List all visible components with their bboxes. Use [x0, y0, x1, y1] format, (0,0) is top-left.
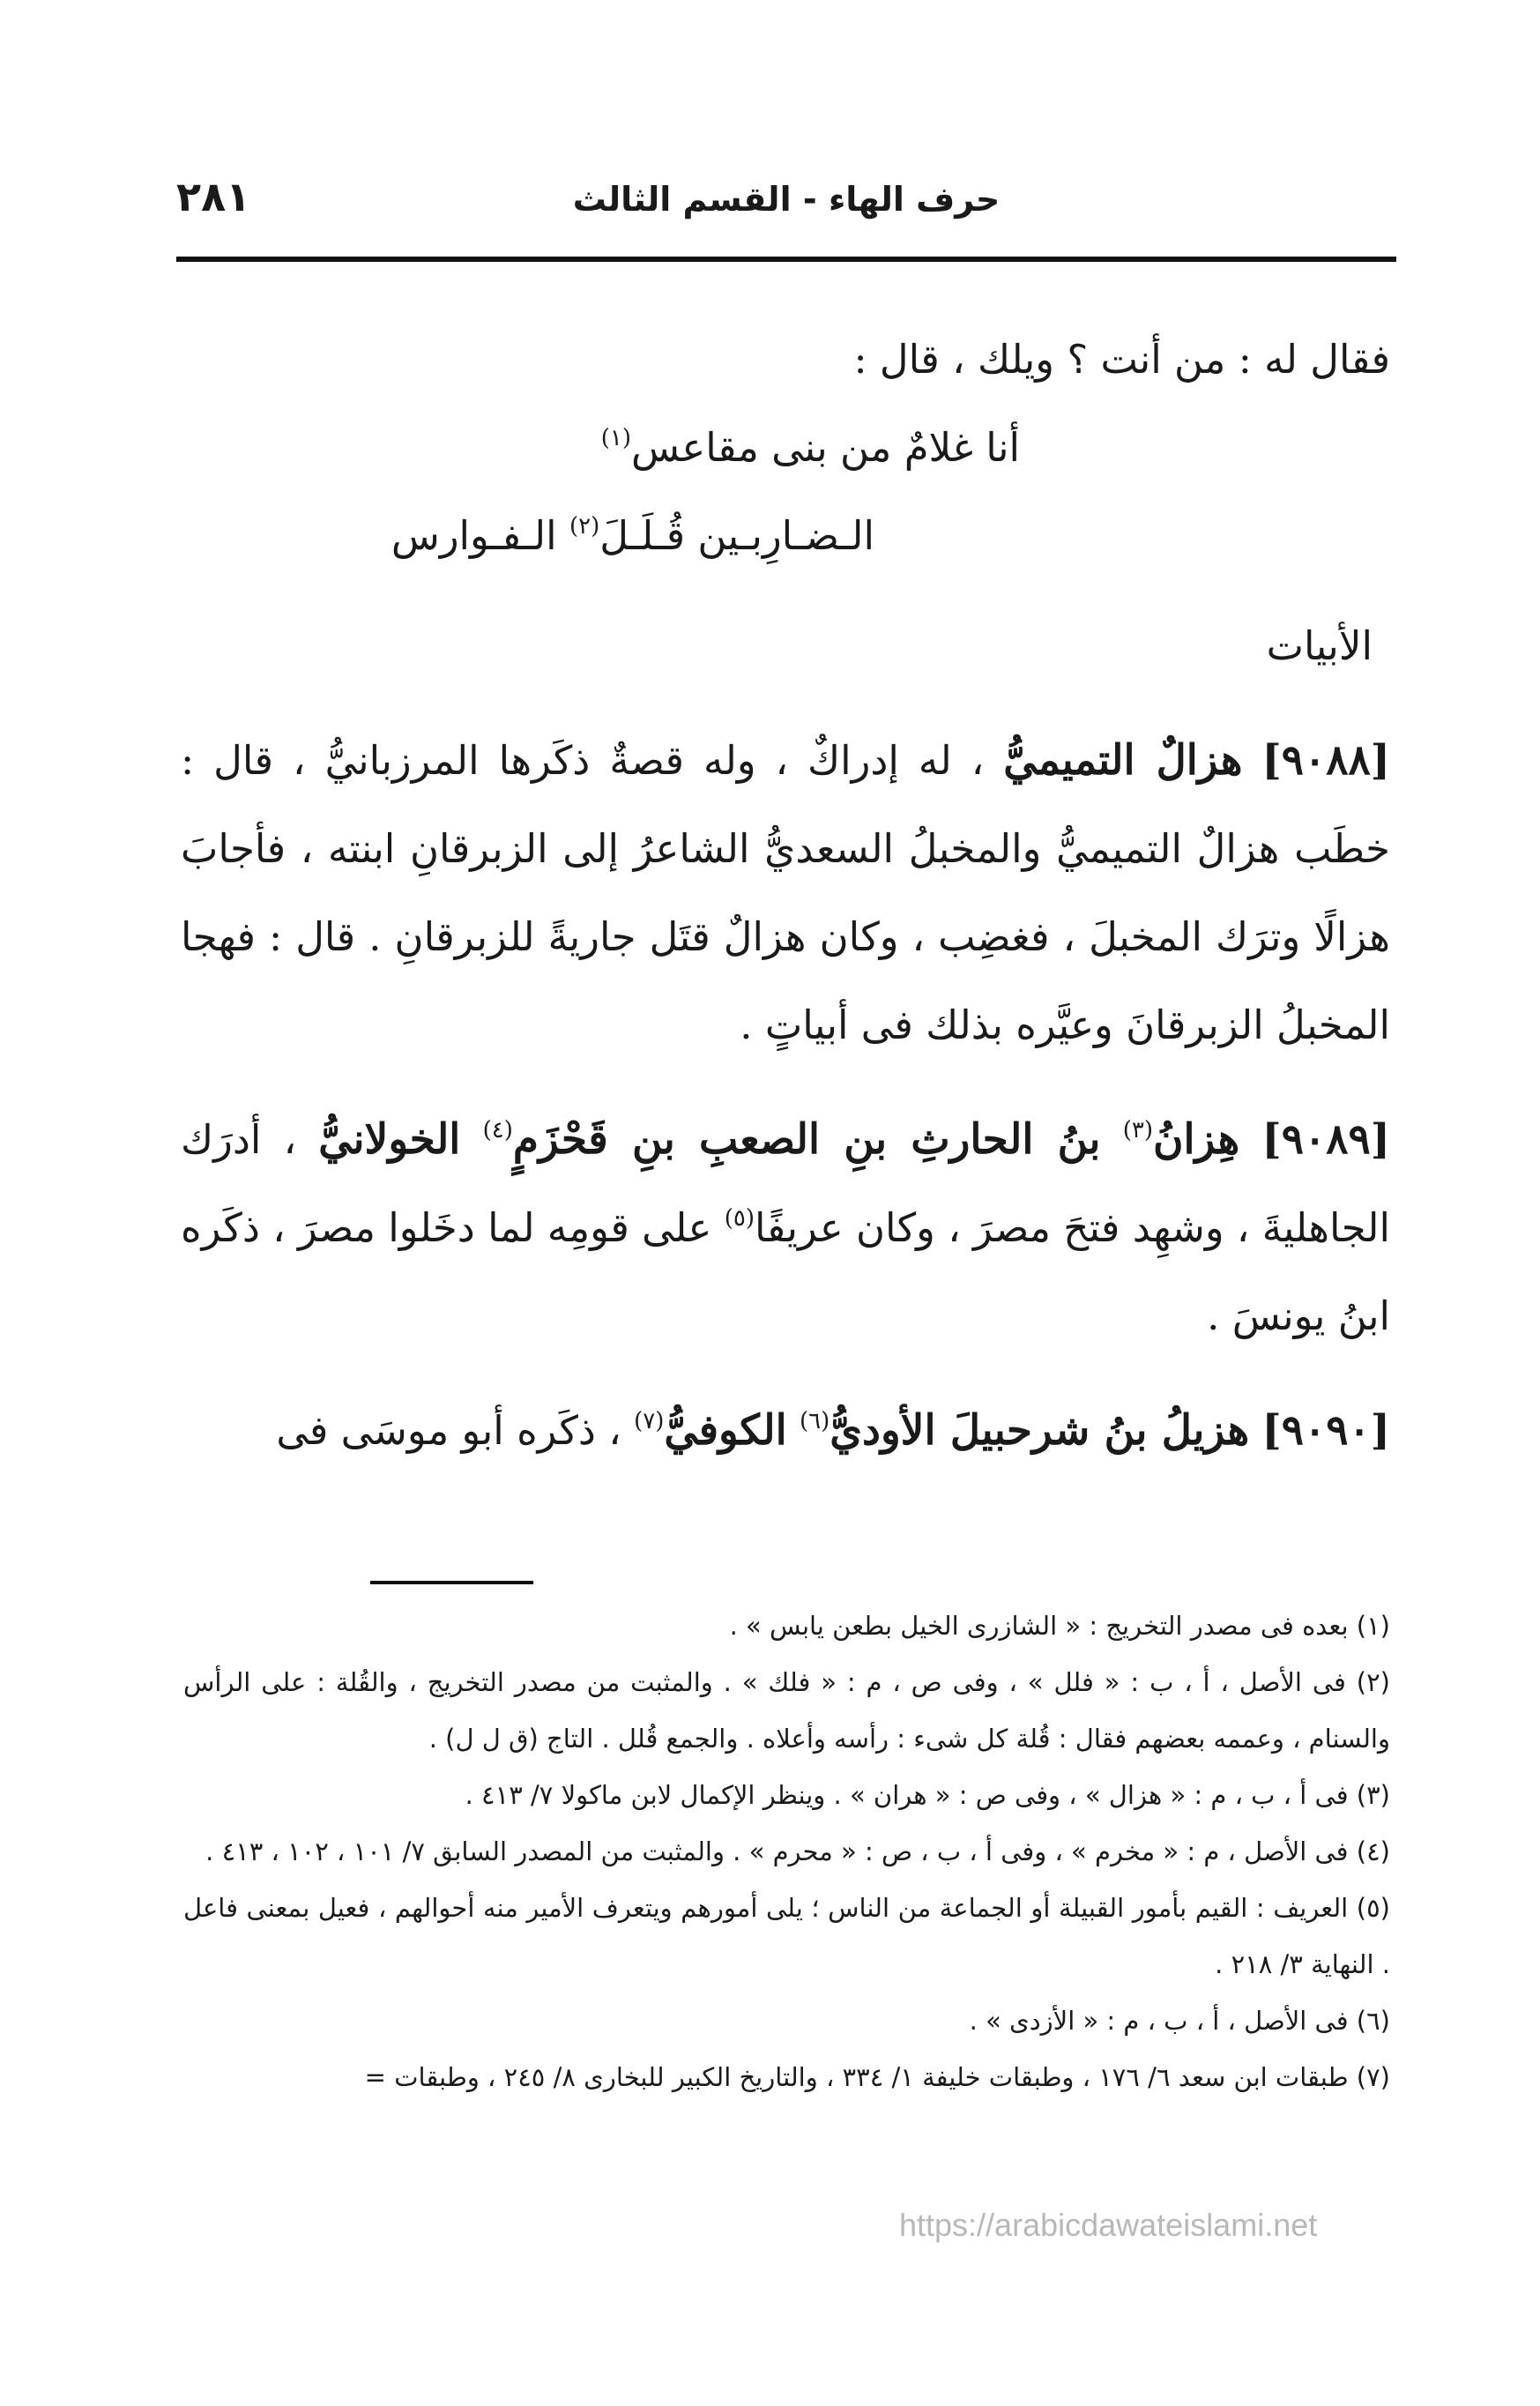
footnote-3: (٣) فى أ ، ب ، م : « هزال » ، وفى ص : « هران » . وينظر الإكمال لابن ماكولا ٧/ ٤١٣ . — [465, 1780, 1390, 1810]
entry-9090-name-a: هزيلُ بنُ شرحبيلَ الأوديُّ — [830, 1406, 1250, 1455]
entry-9089-number: [٩٠٨٩] — [1261, 1115, 1390, 1164]
entry-9089-text-b: على قومِه لما دخَلوا مصرَ ، ذكَره ابنُ يونسَ . — [181, 1204, 1390, 1339]
footnote-ref-3: (٣) — [1122, 1117, 1153, 1143]
poem-line-2 — [181, 492, 1390, 580]
poem-line-2-text-a: الـضـارِبـين قُـلَـلَ — [599, 512, 874, 559]
poem-line-2-text-b: الـفـوارس — [391, 512, 557, 559]
abyat-line: الأبيات — [1266, 622, 1373, 669]
entry-9089-name-a: هِزانُ — [1152, 1115, 1240, 1164]
footnote-ref-5: (٥) — [724, 1205, 755, 1232]
footnote-5: (٥) العريف : القيم بأمور القبيلة أو الجماعة من الناس ؛ يلى أمورهم ويتعرف الأمير منه أحوالهم ، فعيل بمعنى فاعل . النهاية ٣/ ٢١٨ . — [183, 1893, 1390, 1979]
entry-9090 — [181, 1387, 1390, 1475]
footnote-4: (٤) فى الأصل ، م : « مخرم » ، وفى أ ، ب ، ص : « محرم » . والمثبت من المصدر السابق ٧/ ١٠١ ، ١٠٢ ، ٤١٣ . — [205, 1836, 1390, 1866]
entry-9089-text-a: ، أدرَك الجاهليةَ ، وشهِد فتحَ مصرَ ، وكان عريفًا — [181, 1116, 1391, 1251]
watermark-url: https://arabicdawateislami.net — [899, 2207, 1318, 2243]
footnotes — [183, 1598, 1390, 2105]
chapter-title: حرف الهاء - القسم الثالث — [572, 180, 1001, 219]
entry-9088-text: ، له إدراكٌ ، وله قصةٌ ذكَرها المرزبانيُّ ، قال : خطَب هزالٌ التميميُّ والمخبلُ السعديُّ الشاعرُ إلى الزبرقانِ ابنته ، فأجابَ هزالًا وترَك المخبلَ ، فغضِب ، وكان هزالٌ قتَل جاريةً للزبرقانِ . قال : فهجا المخبلُ الزبرقانَ وعيَّره بذلك فى أبياتٍ . — [181, 737, 1390, 1048]
main-text — [181, 316, 1390, 1475]
footnote-ref-6: (٦) — [799, 1408, 830, 1434]
entry-9089 — [181, 1096, 1390, 1360]
footnote-1: (١) بعده فى مصدر التخريج : « الشازرى الخيل بطعن يابس » . — [729, 1611, 1390, 1641]
footnote-ref-2: (٢) — [569, 513, 600, 540]
entry-9089-name-c: الخولانيُّ — [318, 1115, 461, 1164]
page-number: ٢٨١ — [176, 173, 251, 220]
entry-9088-number: [٩٠٨٨] — [1261, 736, 1390, 785]
intro-line: فقال له : من أنت ؟ ويلك ، قال : — [853, 336, 1390, 383]
entry-9089-name-b: بنُ الحارثِ بنِ الصعبِ بنِ قَحْزَمٍ — [512, 1115, 1101, 1164]
entry-9090-name-b: الكوفيُّ — [664, 1406, 787, 1455]
entry-9088-name: هزالٌ التميميُّ — [1003, 736, 1243, 785]
entry-9088 — [181, 717, 1390, 1069]
poem-line-1-text: أنا غلامٌ من بنى مقاعس — [631, 424, 1020, 471]
entry-9090-number: [٩٠٩٠] — [1261, 1406, 1390, 1455]
running-header — [176, 173, 1396, 235]
footnote-7: (٧) طبقات ابن سعد ٦/ ١٧٦ ، وطبقات خليفة ١/ ٣٣٤ ، والتاريخ الكبير للبخارى ٨/ ٢٤٥ ، وطبقات = — [364, 2062, 1390, 2092]
footnote-ref-1: (١) — [600, 425, 632, 451]
footnote-ref-7: (٧) — [634, 1408, 665, 1434]
footnote-2: (٢) فى الأصل ، أ ، ب : « فلل » ، وفى ص ، م : « فلك » . والمثبت من مصدر التخريج ، والقُلة : على الرأس والسنام ، وعممه بعضهم فقال : قُلة كل شىء : رأسه وأعلاه . والجمع قُلل . التاج (ق ل ل) . — [183, 1667, 1390, 1754]
footnote-rule — [370, 1581, 533, 1584]
entry-9090-text: ، ذكَره أبو موسَى فى — [276, 1407, 621, 1454]
poem-line-1 — [181, 404, 1390, 492]
footnote-ref-4: (٤) — [482, 1117, 513, 1143]
footnote-6: (٦) فى الأصل ، أ ، ب ، م : « الأزدى » . — [969, 2006, 1390, 2036]
header-rule — [176, 257, 1396, 262]
